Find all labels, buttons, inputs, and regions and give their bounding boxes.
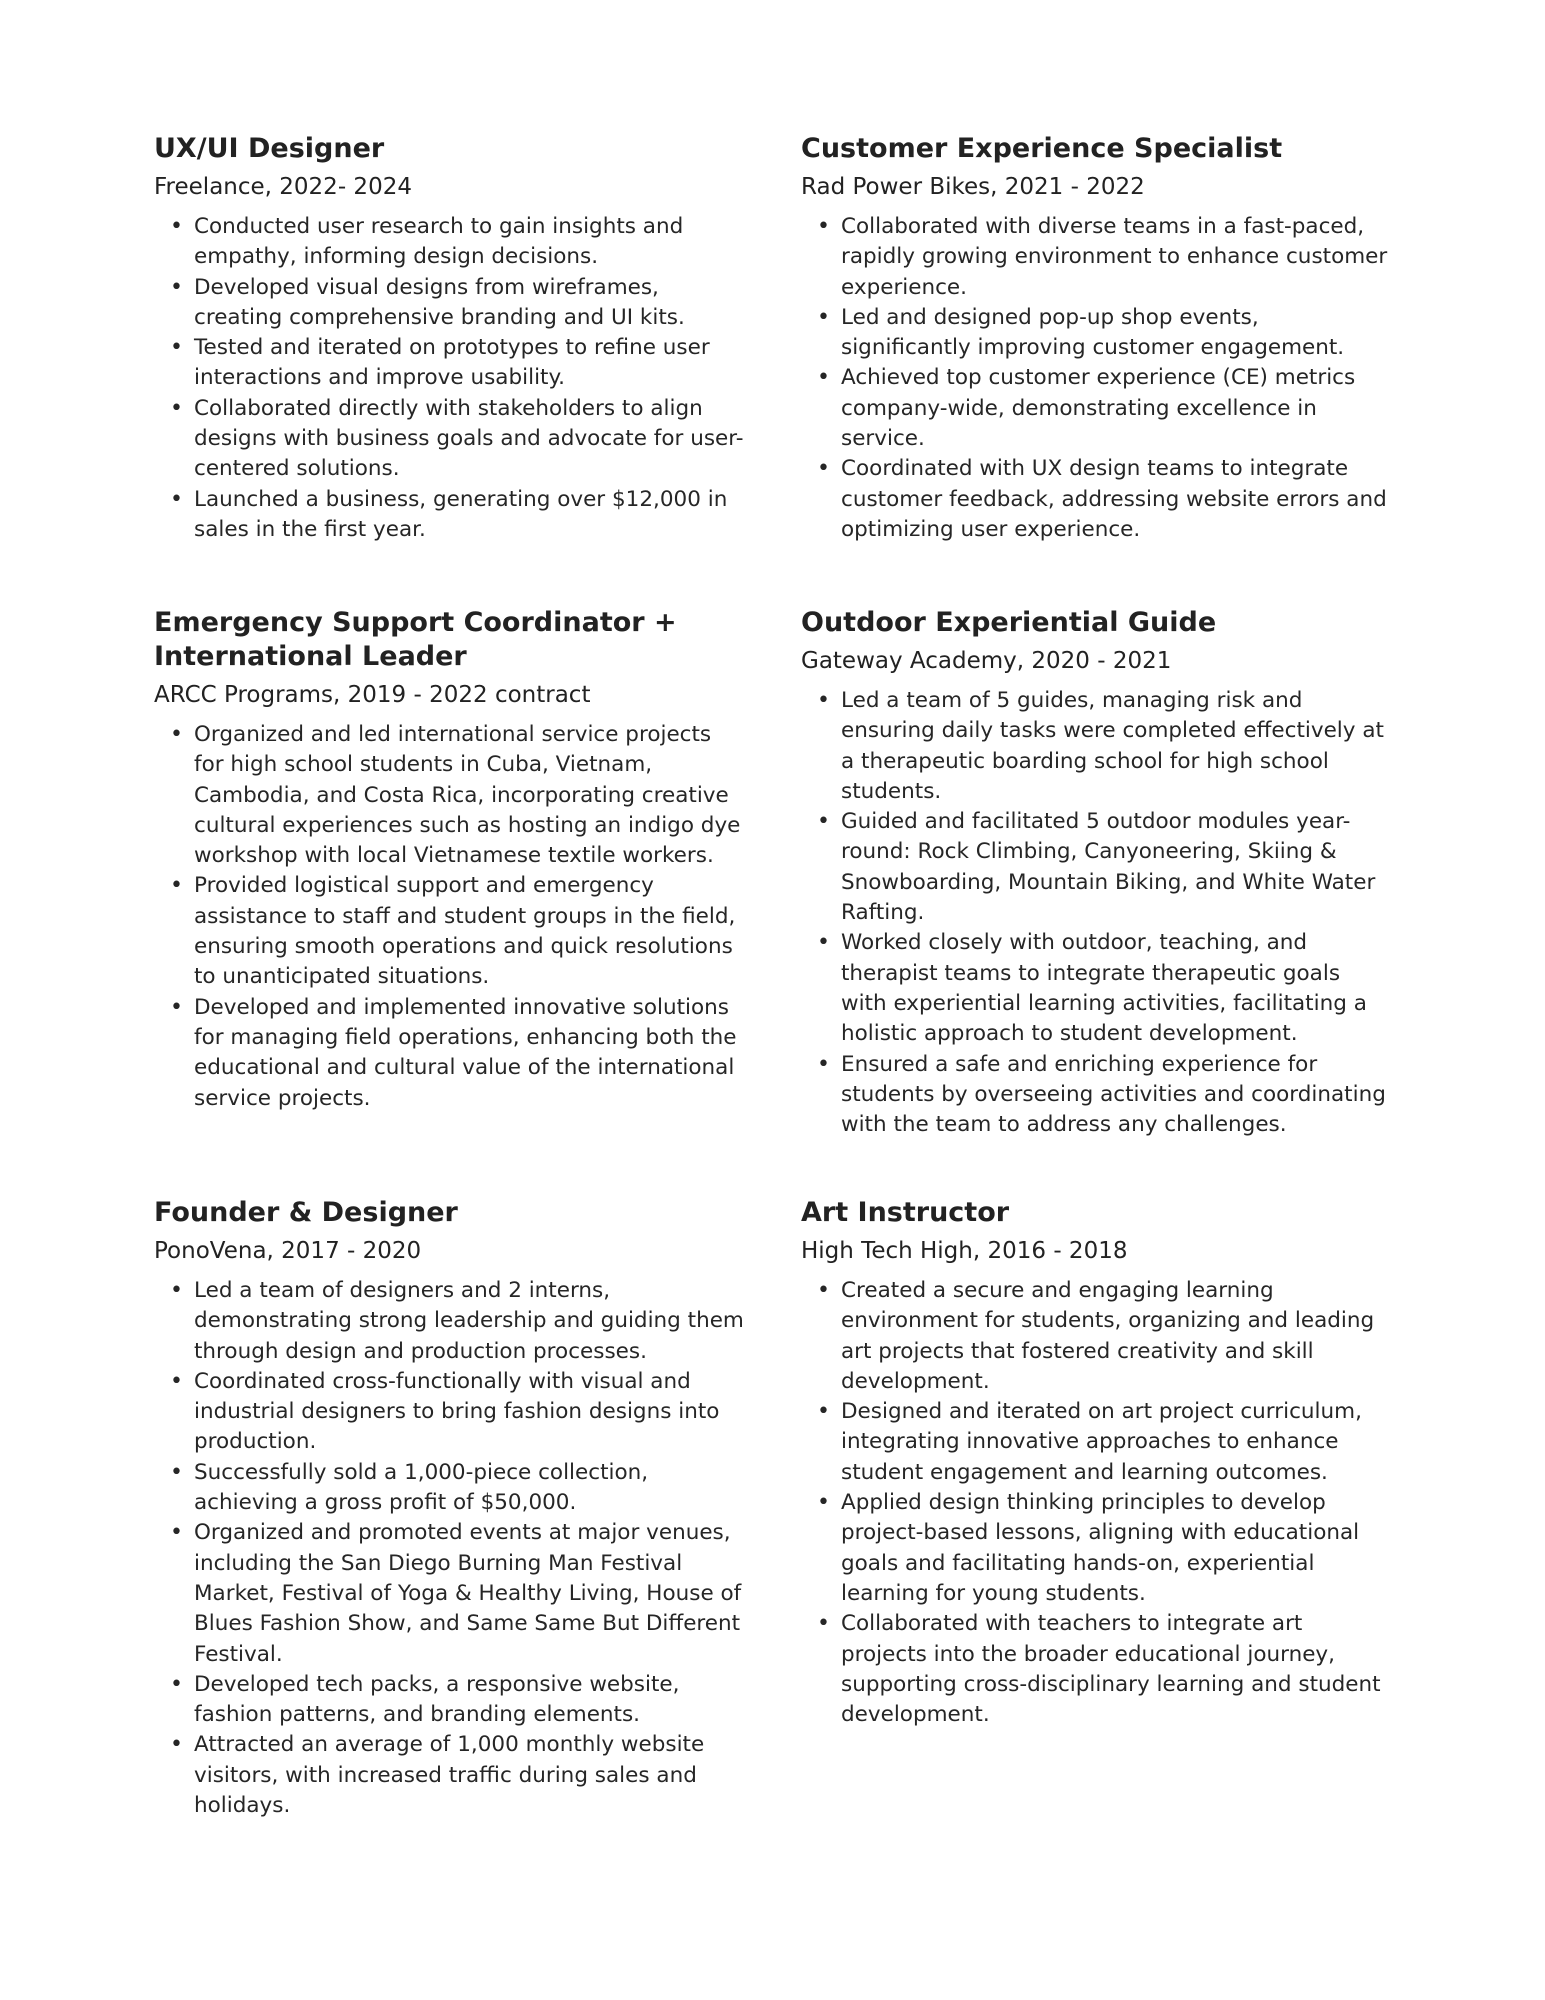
job-bullets [154,212,744,545]
bullet-item: • Developed visual designs from wireframes, creating comprehensive branding and UI kits. [154,273,744,334]
bullet-item: • Worked closely with outdoor, teaching, and therapist teams to integrate therapeutic goals with experiential learning activities, facilitating a holistic approach to student development. [801,928,1391,1049]
bullet-item: • Achieved top customer experience (CE) metrics company-wide, demonstrating excellence in service. [801,363,1391,454]
bullet-item: • Led and designed pop-up shop events, significantly improving customer engagement. [801,303,1391,364]
job-bullets [154,1276,744,1821]
job-title: Art Instructor [801,1197,1010,1228]
bullet-item: • Collaborated with diverse teams in a fast-paced, rapidly growing environment to enhance customer experience. [801,212,1391,303]
bullet-item: • Conducted user research to gain insights and empathy, informing design decisions. [154,212,744,273]
bullet-item: • Developed tech packs, a responsive website, fashion patterns, and branding elements. [154,1670,744,1731]
job-company-dates: Gateway Academy, 2020 - 2021 [801,648,1172,674]
job-title: UX/UI Designer [154,133,385,164]
bullet-item: • Applied design thinking principles to develop project-based lessons, aligning with educational goals and facilitating hands-on, experiential learning for young students. [801,1488,1391,1609]
bullet-item: • Collaborated directly with stakeholders to align designs with business goals and advocate for user-centered solutions. [154,394,744,485]
job-title: Outdoor Experiential Guide [801,607,1217,638]
job-title: Founder & Designer [154,1197,458,1228]
bullet-item: • Led a team of designers and 2 interns, demonstrating strong leadership and guiding them through design and production processes. [154,1276,744,1367]
bullet-item: • Ensured a safe and enriching experience for students by overseeing activities and coordinating with the team to address any challenges. [801,1050,1391,1141]
bullet-item: • Attracted an average of 1,000 monthly website visitors, with increased traffic during sales and holidays. [154,1730,744,1821]
job-company-dates: Rad Power Bikes, 2021 - 2022 [801,174,1145,200]
job-title: Customer Experience Specialist [801,133,1283,164]
job-title: Emergency Support Coordinator + International Leader [154,607,677,672]
job-company-dates: PonoVena, 2017 - 2020 [154,1238,422,1264]
job-bullets [801,212,1391,545]
job-bullets [801,686,1391,1140]
bullet-item: • Coordinated cross-functionally with visual and industrial designers to bring fashion designs into production. [154,1367,744,1458]
bullet-item: • Collaborated with teachers to integrate art projects into the broader educational journey, supporting cross-disciplinary learning and student development. [801,1609,1391,1730]
job-entry-customer-experience-specialist [801,132,1391,545]
job-company-dates: Freelance, 2022- 2024 [154,174,412,200]
job-company-dates: ARCC Programs, 2019 - 2022 contract [154,682,591,708]
job-bullets [801,1276,1391,1730]
job-entry-ux-ui-designer [154,132,744,545]
job-entry-outdoor-experiential-guide [801,606,1391,1140]
bullet-item: • Led a team of 5 guides, managing risk and ensuring daily tasks were completed effectively at a therapeutic boarding school for high school students. [801,686,1391,807]
bullet-item: • Designed and iterated on art project curriculum, integrating innovative approaches to enhance student engagement and learning outcomes. [801,1397,1391,1488]
job-company-dates: High Tech High, 2016 - 2018 [801,1238,1128,1264]
job-entry-emergency-support-coordinator [154,606,744,1114]
job-bullets [154,720,744,1114]
bullet-item: • Developed and implemented innovative solutions for managing field operations, enhancing both the educational and cultural value of the international service projects. [154,993,744,1114]
bullet-item: • Tested and iterated on prototypes to refine user interactions and improve usability. [154,333,744,394]
bullet-item: • Coordinated with UX design teams to integrate customer feedback, addressing website errors and optimizing user experience. [801,454,1391,545]
job-entry-art-instructor [801,1196,1391,1730]
job-entry-founder-designer [154,1196,744,1821]
bullet-item: • Created a secure and engaging learning environment for students, organizing and leading art projects that fostered creativity and skill development. [801,1276,1391,1397]
bullet-item: • Provided logistical support and emergency assistance to staff and student groups in the field, ensuring smooth operations and quick resolutions to unanticipated situations. [154,871,744,992]
bullet-item: • Organized and promoted events at major venues, including the San Diego Burning Man Festival Market, Festival of Yoga & Healthy Living, House of Blues Fashion Show, and Same Same But Different Festival. [154,1518,744,1669]
bullet-item: • Guided and facilitated 5 outdoor modules year-round: Rock Climbing, Canyoneering, Skiing & Snowboarding, Mountain Biking, and White Water Rafting. [801,807,1391,928]
bullet-item: • Organized and led international service projects for high school students in Cuba, Vietnam, Cambodia, and Costa Rica, incorporating creative cultural experiences such as hosting an indigo dye workshop with local Vietnamese textile workers. [154,720,744,871]
bullet-item: • Launched a business, generating over $12,000 in sales in the first year. [154,485,744,546]
bullet-item: • Successfully sold a 1,000-piece collection, achieving a gross profit of $50,000. [154,1458,744,1519]
